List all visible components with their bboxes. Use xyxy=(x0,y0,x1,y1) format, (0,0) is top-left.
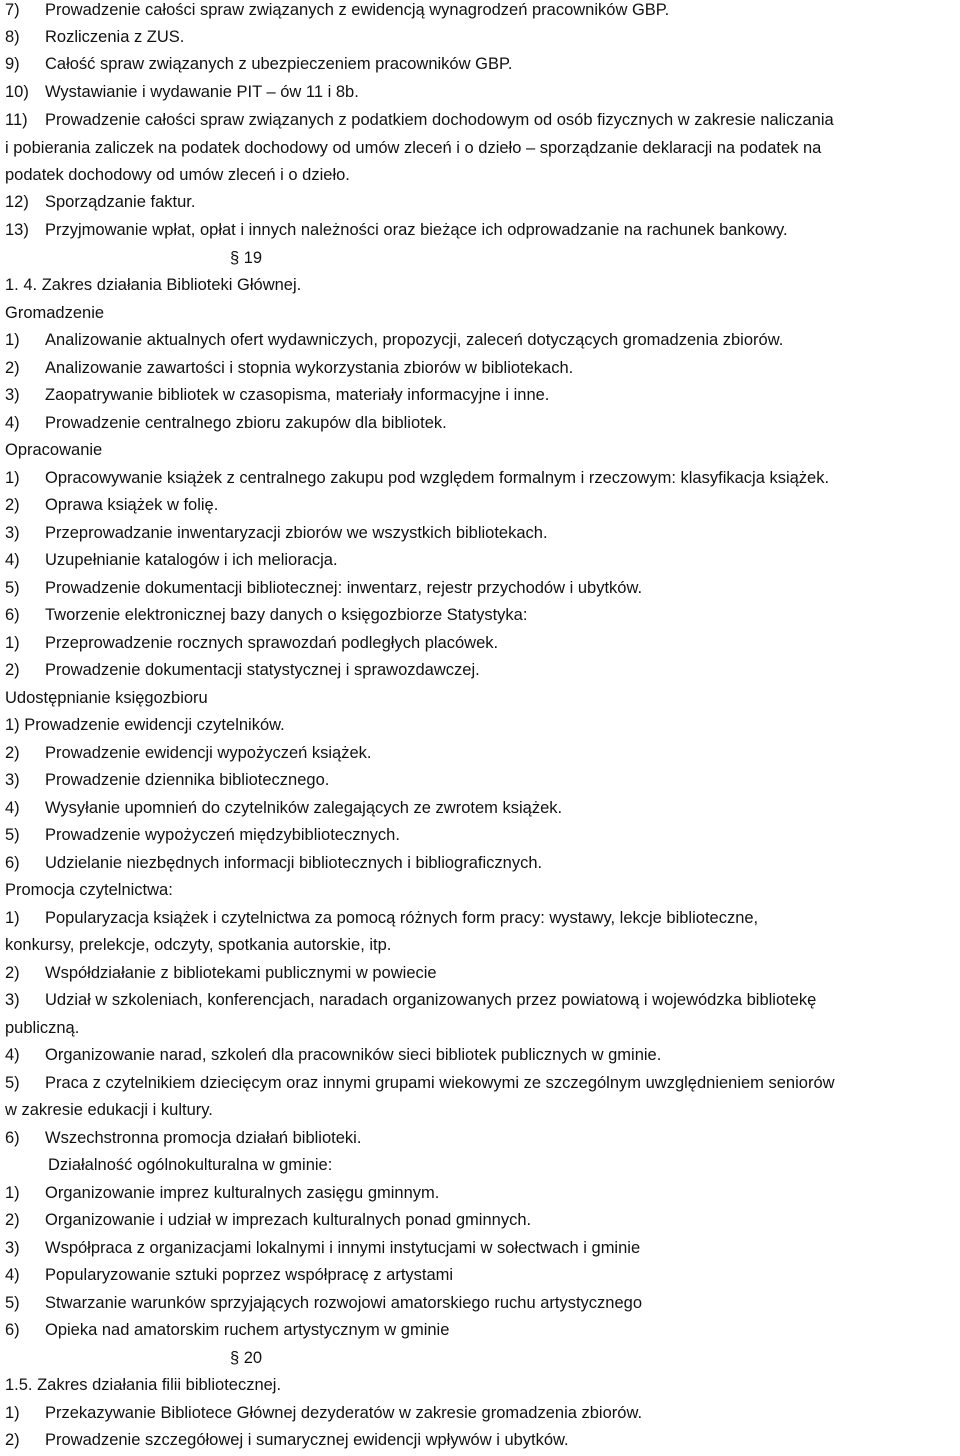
list-item: 8) Rozliczenia z ZUS. xyxy=(5,28,185,46)
section-heading: 1. 4. Zakres działania Biblioteki Głównej. xyxy=(5,276,302,294)
list-item: 2) Organizowanie i udział w imprezach kulturalnych ponad gminnych. xyxy=(5,1211,532,1229)
list-item: 1) Organizowanie imprez kulturalnych zasięgu gminnym. xyxy=(5,1184,440,1202)
list-item: 1) Prowadzenie ewidencji czytelników. xyxy=(5,716,285,734)
list-item: 7) Prowadzenie całości spraw związanych z ewidencją wynagrodzeń pracowników GBP. xyxy=(5,1,670,19)
list-item: 1) Popularyzacja książek i czytelnictwa za pomocą różnych form pracy: wystawy, lekcje biblioteczne, xyxy=(5,909,759,927)
list-item: 4) Popularyzowanie sztuki poprzez współpracę z artystami xyxy=(5,1266,454,1284)
list-item: 5) Prowadzenie dokumentacji bibliotecznej: inwentarz, rejestr przychodów i ubytków. xyxy=(5,579,643,597)
list-item: 2) Prowadzenie dokumentacji statystycznej i sprawozdawczej. xyxy=(5,661,480,679)
list-item: 4) Prowadzenie centralnego zbioru zakupów dla bibliotek. xyxy=(5,414,447,432)
list-item: 4) Organizowanie narad, szkoleń dla pracowników sieci bibliotek publicznych w gminie. xyxy=(5,1046,662,1064)
list-item-continuation: podatek dochodowy od umów zleceń i o dzieło. xyxy=(5,166,350,184)
section-marker: § 19 xyxy=(230,249,263,267)
list-item-continuation: konkursy, prelekcje, odczyty, spotkania autorskie, itp. xyxy=(5,936,392,954)
list-item: 11) Prowadzenie całości spraw związanych z podatkiem dochodowym od osób fizycznych w zakresie naliczania xyxy=(5,111,834,129)
list-item: 3) Prowadzenie dziennika bibliotecznego. xyxy=(5,771,330,789)
list-item: 3) Udział w szkoleniach, konferencjach, naradach organizowanych przez powiatową i wojewódzka bibliotekę xyxy=(5,991,817,1009)
list-item: 9) Całość spraw związanych z ubezpieczeniem pracowników GBP. xyxy=(5,55,513,73)
list-item-continuation: i pobierania zaliczek na podatek dochodowy od umów zleceń i o dzieło – sporządzanie deklaracji na podatek na xyxy=(5,139,822,157)
list-item: 5) Stwarzanie warunków sprzyjających rozwojowi amatorskiego ruchu artystycznego xyxy=(5,1294,642,1312)
list-item: 2) Analizowanie zawartości i stopnia wykorzystania zbiorów w bibliotekach. xyxy=(5,359,574,377)
list-item: 4) Wysyłanie upomnień do czytelników zalegających ze zwrotem książek. xyxy=(5,799,563,817)
list-item: 6) Tworzenie elektronicznej bazy danych o księgozbiorze Statystyka: xyxy=(5,606,528,624)
list-item: 10) Wystawianie i wydawanie PIT – ów 11 i 8b. xyxy=(5,83,359,101)
list-item: 6) Wszechstronna promocja działań biblioteki. xyxy=(5,1129,362,1147)
list-item: 1) Analizowanie aktualnych ofert wydawniczych, propozycji, zaleceń dotyczących gromadzenia zbiorów. xyxy=(5,331,784,349)
section-heading: 1.5. Zakres działania filii bibliotecznej. xyxy=(5,1376,282,1394)
list-item: 13) Przyjmowanie wpłat, opłat i innych należności oraz bieżące ich odprowadzanie na rachunek bankowy. xyxy=(5,221,788,239)
list-item: 2) Oprawa książek w folię. xyxy=(5,496,219,514)
list-item: 3) Współpraca z organizacjami lokalnymi i innymi instytucjami w sołectwach i gminie xyxy=(5,1239,641,1257)
list-item: 2) Prowadzenie ewidencji wypożyczeń książek. xyxy=(5,744,372,762)
list-item: 3) Przeprowadzanie inwentaryzacji zbiorów we wszystkich bibliotekach. xyxy=(5,524,548,542)
list-item: 3) Zaopatrywanie bibliotek w czasopisma, materiały informacyjne i inne. xyxy=(5,386,550,404)
list-item: 5) Praca z czytelnikiem dziecięcym oraz innymi grupami wiekowymi ze szczególnym uwzględnieniem seniorów xyxy=(5,1074,835,1092)
list-item: 4) Uzupełnianie katalogów i ich melioracja. xyxy=(5,551,338,569)
list-item: 6) Udzielanie niezbędnych informacji bibliotecznych i bibliograficznych. xyxy=(5,854,543,872)
list-item: 1) Przekazywanie Bibliotece Głównej dezyderatów w zakresie gromadzenia zbiorów. xyxy=(5,1404,643,1422)
subsection-heading: Udostępnianie księgozbioru xyxy=(5,689,208,707)
list-item-continuation: publiczną. xyxy=(5,1019,80,1037)
subsection-heading: Gromadzenie xyxy=(5,304,105,322)
list-item: 12) Sporządzanie faktur. xyxy=(5,193,196,211)
subsection-heading: Opracowanie xyxy=(5,441,103,459)
list-item: 2) Współdziałanie z bibliotekami publicznymi w powiecie xyxy=(5,964,437,982)
section-marker: § 20 xyxy=(230,1349,263,1367)
subsection-heading: Promocja czytelnictwa: xyxy=(5,881,173,899)
list-item: 2) Prowadzenie szczegółowej i sumarycznej ewidencji wpływów i ubytków. xyxy=(5,1431,569,1449)
list-item: 5) Prowadzenie wypożyczeń międzybibliotecznych. xyxy=(5,826,400,844)
list-item: 1) Opracowywanie książek z centralnego zakupu pod względem formalnym i rzeczowym: klasyfikacja książek. xyxy=(5,469,830,487)
list-item: 6) Opieka nad amatorskim ruchem artystycznym w gminie xyxy=(5,1321,450,1339)
list-item: 1) Przeprowadzenie rocznych sprawozdań podległych placówek. xyxy=(5,634,499,652)
subsection-heading: Działalność ogólnokulturalna w gminie: xyxy=(48,1156,333,1174)
list-item-continuation: w zakresie edukacji i kultury. xyxy=(5,1101,213,1119)
